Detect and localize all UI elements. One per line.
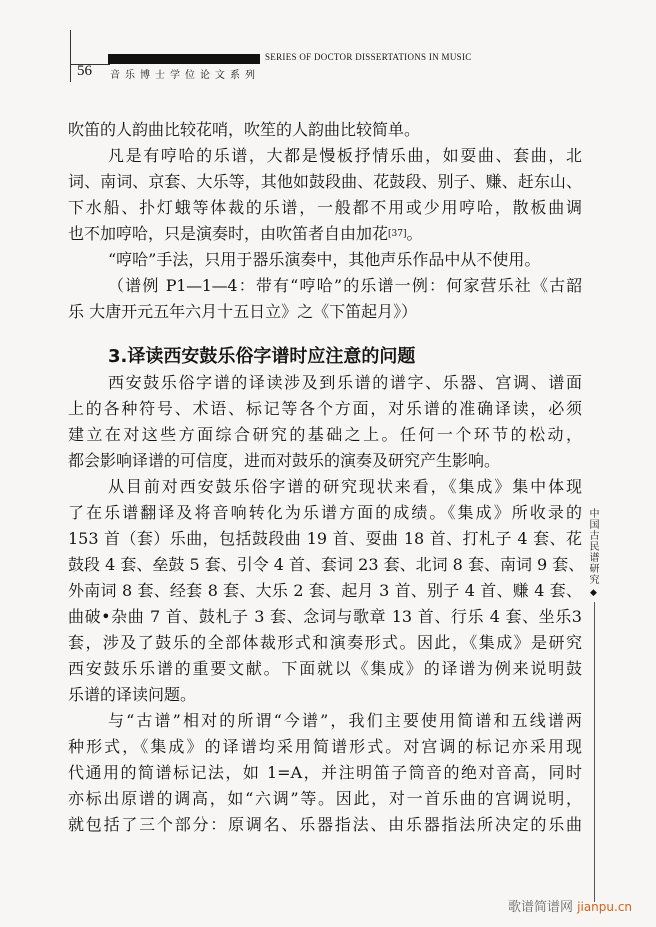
- series-title-english: SERIES OF DOCTOR DISSERTATIONS IN MUSIC: [265, 52, 472, 62]
- header-black-bar: [108, 54, 260, 64]
- text-line: 从目前对西安鼓乐俗字谱的研究现状来看，《集成》集中体现: [108, 477, 582, 496]
- text-line: 建立在对这些方面综合研究的基础之上。任何一个环节的松动，: [68, 425, 582, 444]
- section-heading: 3.译读西安鼓乐俗字谱时应注意的问题: [108, 346, 416, 367]
- watermark: [508, 896, 632, 915]
- series-title-chinese: 音乐博士学位论文系列: [110, 70, 260, 81]
- text-line: 代通用的简谱标记法，如 1=A，并注明笛子筒音的绝对音高，同时: [68, 763, 582, 782]
- text-line: 153 首（套）乐曲，包括鼓段曲 19 首、耍曲 18 首、打札子 4 套、花: [68, 529, 582, 548]
- text-line: 吹笛的人韵曲比较花哨，吹笙的人韵曲比较简单。: [68, 120, 421, 139]
- diamond-icon: ◆: [590, 588, 597, 598]
- text-line: 乐 大唐开元五年六月十五日立》之《下笛起月》）: [68, 302, 418, 321]
- text-line: 西安鼓乐乐谱的重要文献。下面就以《集成》的译谱为例来说明鼓: [68, 659, 582, 678]
- text-line: 鼓段 4 套、垒鼓 5 套、引令 4 首、套词 23 套、北词 8 套、南词 9 套、: [68, 555, 585, 574]
- margin-vertical-rule: [594, 602, 595, 902]
- text-line: [68, 223, 582, 245]
- text-line: 乐谱的译读问题。: [68, 685, 197, 704]
- text-line: “哼哈”手法，只用于器乐演奏中，其他声乐作品中从不使用。: [108, 250, 541, 269]
- text-line: 上的各种符号、术语、标记等各个方面，对乐谱的准确译读，必须: [68, 399, 582, 418]
- text-line: 亦标出原谱的调高，如“六调”等。因此，对一首乐曲的宫调说明，: [68, 789, 582, 808]
- text-line: 凡是有哼哈的乐谱，大都是慢板抒情乐曲，如耍曲、套曲，北: [108, 146, 582, 165]
- text-line: 种形式，《集成》的译谱均采用简谱形式。对宫调的标记亦采用现: [68, 737, 582, 756]
- text-line-end: 。: [406, 224, 423, 243]
- page-number: 56: [77, 63, 92, 79]
- text-line: 都会影响译谱的可信度，进而对鼓乐的演奏及研究产生影响。: [68, 451, 501, 470]
- text-line: （谱例 P1—1—4：带有“哼哈”的乐谱一例：何家营乐社《古韶: [108, 276, 582, 295]
- header-vertical-rule: [70, 30, 71, 82]
- text-line-main: 也不加哼哈，只是演奏时，由吹笛者自由加花: [68, 224, 389, 243]
- text-line: 曲破•杂曲 7 首、鼓札子 3 套、念词与歌章 13 首、行乐 4 套、坐乐3: [68, 607, 582, 626]
- text-line: 西安鼓乐俗字谱的译读涉及到乐谱的谱字、乐器、宫调、谱面: [108, 373, 582, 392]
- text-line: 外南词 8 套、经套 8 套、大乐 2 套、起月 3 首、别子 4 首、赚 4 套、: [68, 581, 582, 600]
- margin-series-label: 中国古民谱研究: [587, 508, 598, 585]
- text-line: 词、南词、京套、大乐等，其他如鼓段曲、花鼓段、别子、赚、赶东山、: [68, 172, 582, 191]
- watermark-url: jianpu.cn: [577, 900, 633, 914]
- watermark-cn: 歌谱简谱网: [508, 900, 574, 915]
- text-line: 下水船、扑灯蛾等体裁的乐谱，一般都不用或少用哼哈，散板曲调: [68, 198, 582, 217]
- text-line: 套，涉及了鼓乐的全部体裁形式和演奏形式。因此，《集成》是研究: [68, 633, 582, 652]
- text-line: 与“古谱”相对的所谓“今谱”，我们主要使用简谱和五线谱两: [108, 711, 582, 730]
- text-line: 就包括了三个部分：原调名、乐器指法、由乐器指法所决定的乐曲: [68, 815, 582, 834]
- text-line: 了在乐谱翻译及将音响转化为乐谱方面的成绩。《集成》所收录的: [68, 503, 582, 522]
- footnote-ref: [37]: [388, 229, 407, 239]
